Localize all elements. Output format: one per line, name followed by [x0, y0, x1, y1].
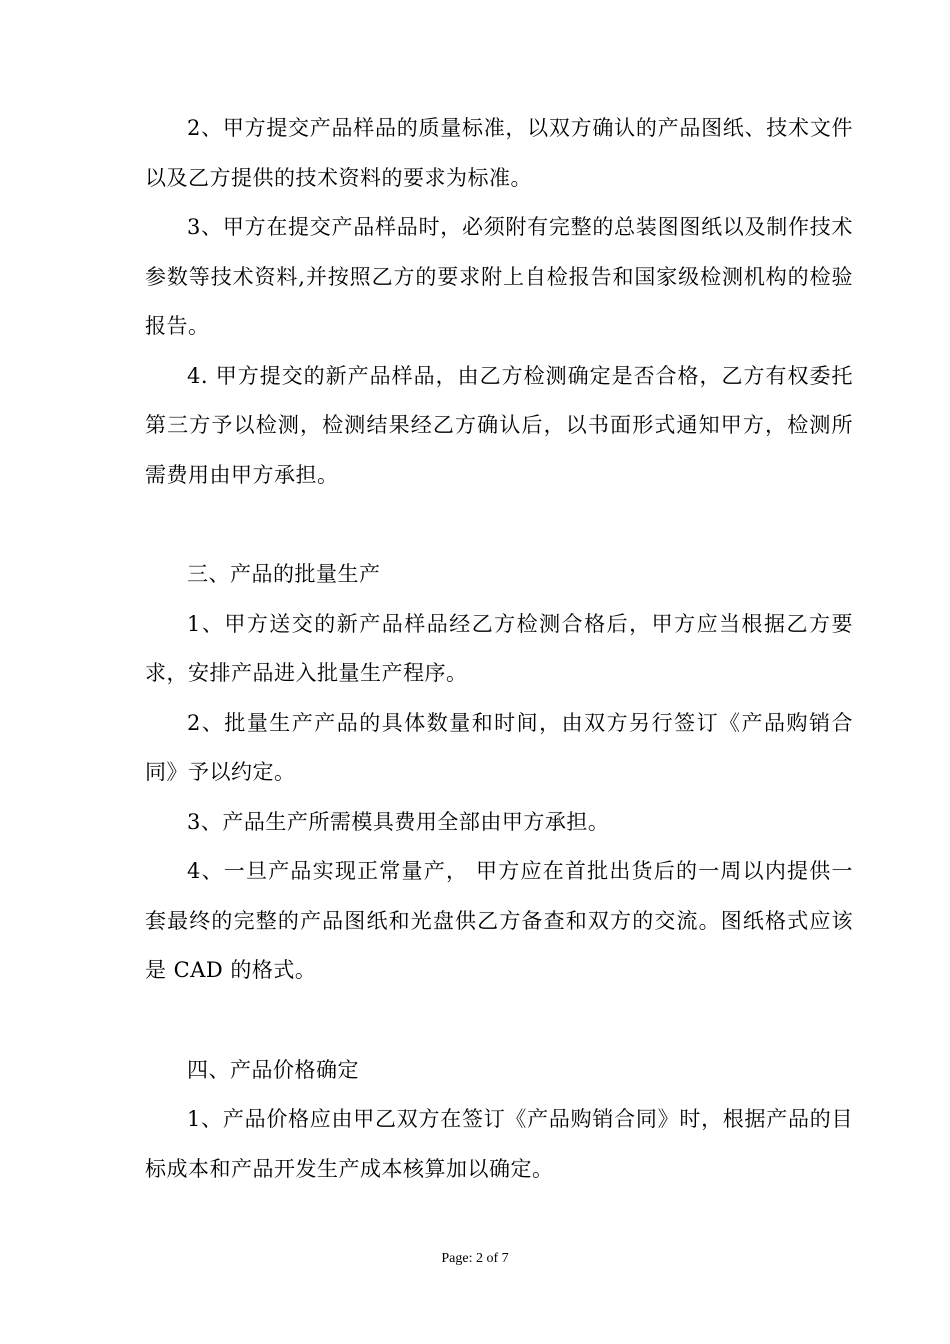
- paragraph-3-3: 3、产品生产所需模具费用全部由甲方承担。: [187, 809, 610, 834]
- paragraph-2-4: 4. 甲方提交的新产品样品，由乙方检测确定是否合格，乙方有权委托第三方予以检测，检测结果经乙方确认后，以书面形式通知甲方，检测所需费用由甲方承担。: [145, 363, 853, 487]
- document-body: [145, 104, 853, 1194]
- section-spacer: [145, 500, 853, 550]
- paragraph-4-1: 1、产品价格应由甲乙双方在签订《产品购销合同》时，根据产品的目标成本和产品开发生产成本核算加以确定。: [145, 1107, 853, 1181]
- paragraph-3-1: 1、甲方送交的新产品样品经乙方检测合格后，甲方应当根据乙方要求，安排产品进入批量生产程序。: [145, 611, 853, 685]
- section-spacer: [145, 996, 853, 1046]
- section-3-heading: 三、产品的批量生产: [187, 562, 381, 586]
- section-4-heading: 四、产品价格确定: [187, 1057, 359, 1082]
- paragraph-2-2: 2、甲方提交产品样品的质量标准，以双方确认的产品图纸、技术文件以及乙方提供的技术资料的要求为标准。: [145, 116, 853, 190]
- paragraph-3-2: 2、批量生产产品的具体数量和时间，由双方另行签订《产品购销合同》予以约定。: [145, 710, 853, 784]
- paragraph-2-3: 3、甲方在提交产品样品时，必须附有完整的总装图图纸以及制作技术参数等技术资料,并按照乙方的要求附上自检报告和国家级检测机构的检验报告。: [145, 215, 853, 338]
- paragraph-3-4: 4、一旦产品实现正常量产， 甲方应在首批出货后的一周以内提供一套最终的完整的产品图纸和光盘供乙方备查和双方的交流。图纸格式应该是 CAD 的格式。: [145, 859, 853, 982]
- page-number-footer: Page: 2 of 7: [441, 1251, 509, 1266]
